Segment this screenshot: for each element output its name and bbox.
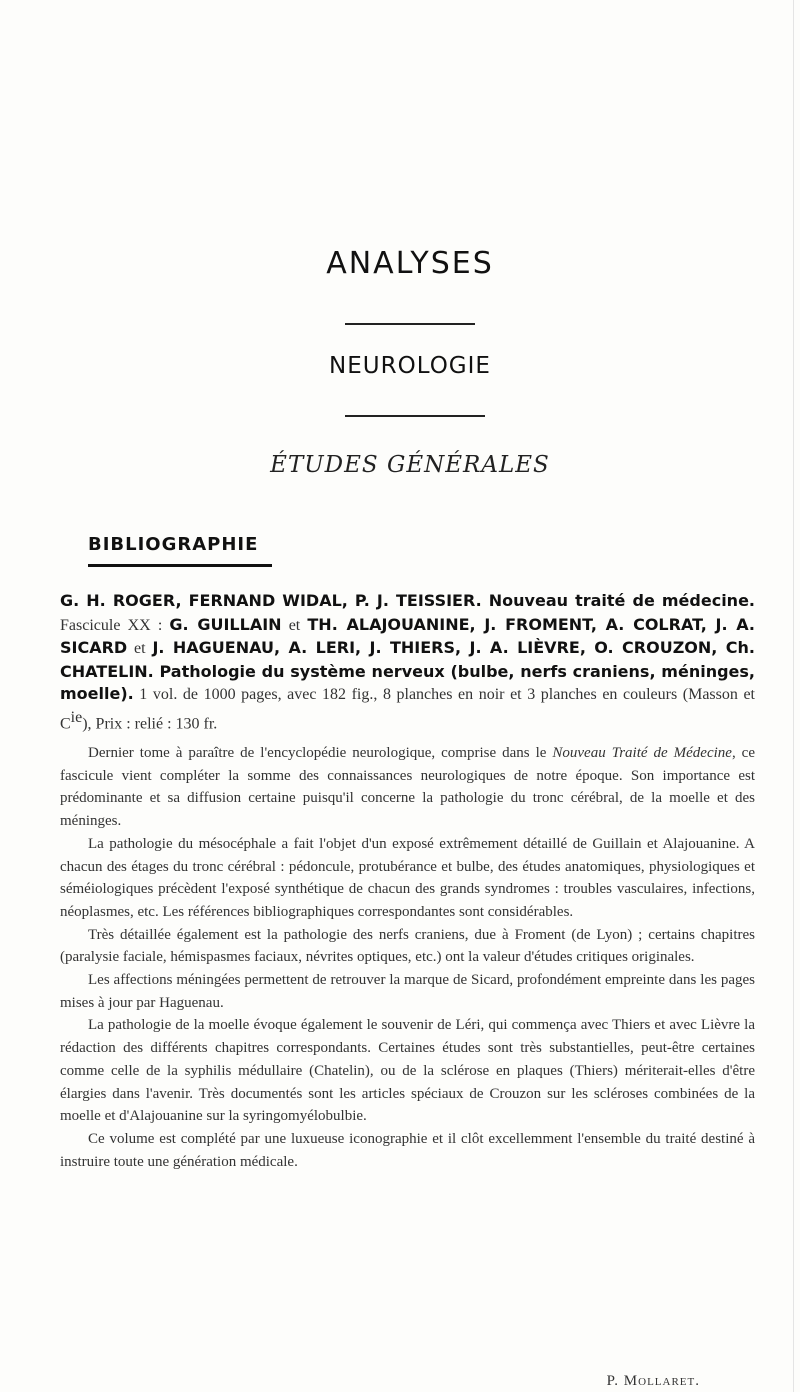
- citation-authors-4: J. HAGUENAU, A. LERI, J. THIERS, J. A. LIÈVRE, O. CROUZON, Ch. CHATELIN.: [60, 638, 755, 681]
- bibliography-heading: BIBLIOGRAPHIE: [88, 534, 259, 555]
- signature-initial: P.: [606, 1373, 624, 1389]
- citation-authors-3: TH. ALAJOUANINE, J. FROMENT, A. COLRAT, J. A. SICARD: [60, 614, 756, 657]
- review-body: [60, 742, 755, 1173]
- review-paragraph: Ce volume est complété par une luxueuse iconographie et il clôt excellemment l'ensemble du traité destiné à instruire toute une génération médicale.: [60, 1130, 755, 1170]
- section-title: NEUROLOGIE: [329, 353, 491, 379]
- bibliography-underline: [88, 564, 272, 567]
- page-edge-line: [793, 0, 794, 1392]
- bibliographic-citation: [60, 590, 755, 735]
- review-text: , ce fascicule vient compléter la somme des connaissances neurologiques de notre époque. Son importance est prédominante et sa diffusion certaine puisqu'il concerne la pathologie du tronc cérébral, de la moelle et des méninges.: [60, 745, 755, 830]
- citation-conjunction-2: et: [127, 640, 153, 657]
- review-paragraph: La pathologie du mésocéphale a fait l'objet d'un exposé extrêmement détaillé de Guillain et Alajouanine. A chacun des étages du tronc cérébral : pédoncule, protubérance et bulbe, des études anatomiques, physiologiques et séméiologiques précèdent l'exposé synthétique de chacun des grands syndromes : troubles vasculaires, infections, néoplasmes, etc. Les références bibliographiques correspondantes sont considérables.: [60, 835, 755, 920]
- citation-volume-title: Pathologie du système nerveux (bulbe, nerfs craniens, méninges, moelle).: [60, 661, 755, 703]
- citation-details-superscript: ie: [70, 708, 83, 726]
- citation-authors-2: G. GUILLAIN: [169, 614, 282, 634]
- review-italic-title: Nouveau Traité de Médecine: [552, 745, 732, 761]
- review-paragraph: La pathologie de la moelle évoque également le souvenir de Léri, qui commença avec Thiers et avec Lièvre la rédaction des différents chapitres correspondants. Certaines études sont très substantielles, peut-être certaines comme celle de la syphilis médullaire (Chatelin), ou de la sclérose en plaques (Thiers) mériterait-elles d'être élargies dans l'avenir. Très documentés sont les articles spéciaux de Crouzon sur les scléroses combinées de la moelle et d'Alajouanine sur la syringomyélobulbie.: [60, 1017, 755, 1125]
- signature-name: Mollaret.: [623, 1373, 700, 1389]
- citation-price: ), Prix : relié : 130 fr.: [82, 714, 218, 732]
- title-divider: [345, 323, 475, 325]
- reviewer-signature: [607, 1373, 700, 1390]
- review-paragraph: Les affections méningées permettent de retrouver la marque de Sicard, profondément empreinte dans les pages mises à jour par Haguenau.: [60, 972, 755, 1011]
- citation-authors: G. H. ROGER, FERNAND WIDAL, P. J. TEISSIER.: [60, 591, 482, 610]
- subsection-title: ÉTUDES GÉNÉRALES: [270, 452, 550, 478]
- citation-details: 1 vol. de 1000 pages, avec 182 fig., 8 planches en noir et 3 planches en couleurs (Masson et C: [60, 686, 755, 732]
- citation-work-title: Nouveau traité de médecine.: [481, 591, 755, 610]
- review-text: Dernier tome à paraître de l'encyclopédie neurologique, comprise dans le: [88, 745, 553, 761]
- review-paragraph: [60, 742, 755, 833]
- section-divider: [345, 415, 485, 417]
- review-paragraph: Très détaillée également est la pathologie des nerfs craniens, due à Froment (de Lyon) ; certains chapitres (paralysie faciale, hémispasmes faciaux, névrites optiques, etc.) ont la valeur d'études critiques originales.: [60, 926, 755, 966]
- citation-conjunction: et: [281, 616, 308, 634]
- citation-fascicule: Fascicule XX :: [60, 616, 170, 634]
- page-title: ANALYSES: [326, 246, 494, 281]
